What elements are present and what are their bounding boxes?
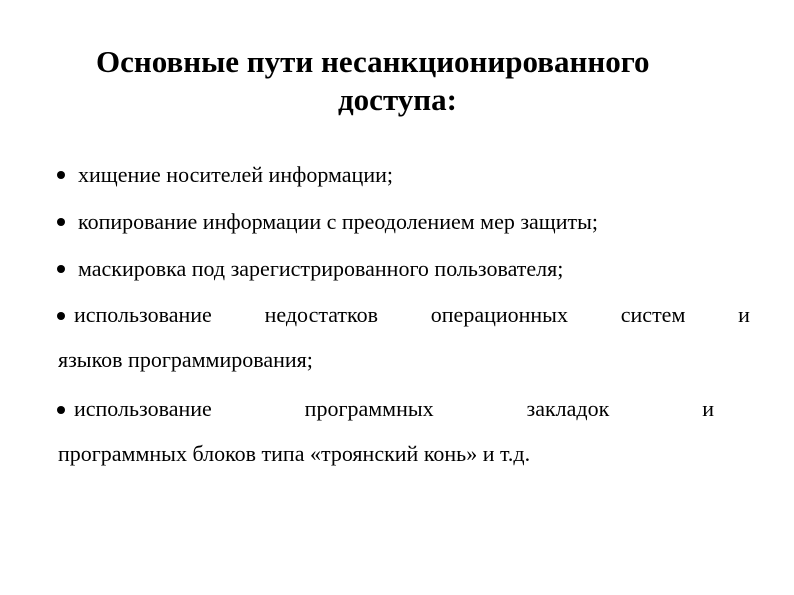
bullet-item-1: хищение носителей информации; — [78, 162, 393, 187]
bullet-dot-icon — [57, 265, 65, 273]
bullet-item-5-line-2: программных блоков типа «троянский конь» и т.д. — [58, 441, 531, 466]
bullet-item-5-word: закладок — [526, 396, 610, 421]
slide-title-line-2: доступа: — [338, 82, 457, 117]
bullet-dot-icon — [57, 406, 65, 414]
bullet-dot-icon — [57, 312, 65, 320]
slide-title-line-1: Основные пути несанкционированного — [96, 44, 650, 79]
bullet-item-4-word: недостатков — [264, 302, 378, 327]
bullet-item-4-word: систем — [620, 302, 686, 327]
bullet-item-3: маскировка под зарегистрированного пользователя; — [78, 256, 564, 281]
bullet-dot-icon — [57, 171, 65, 179]
bullet-item-5-word: использование — [74, 396, 212, 421]
bullet-dot-icon — [57, 218, 65, 226]
bullet-item-4-word: и — [738, 302, 750, 327]
bullet-item-4-line-1 — [74, 301, 750, 329]
bullet-item-4-word: операционных — [430, 302, 568, 327]
bullet-item-4-line-2: языков программирования; — [58, 347, 313, 372]
bullet-item-5-word: и — [702, 396, 714, 421]
bullet-item-4-word: использование — [74, 302, 212, 327]
bullet-item-5-line-1 — [74, 395, 714, 423]
bullet-item-5-word: программных — [304, 396, 434, 421]
bullet-item-2: копирование информации с преодолением мер защиты; — [78, 209, 599, 234]
